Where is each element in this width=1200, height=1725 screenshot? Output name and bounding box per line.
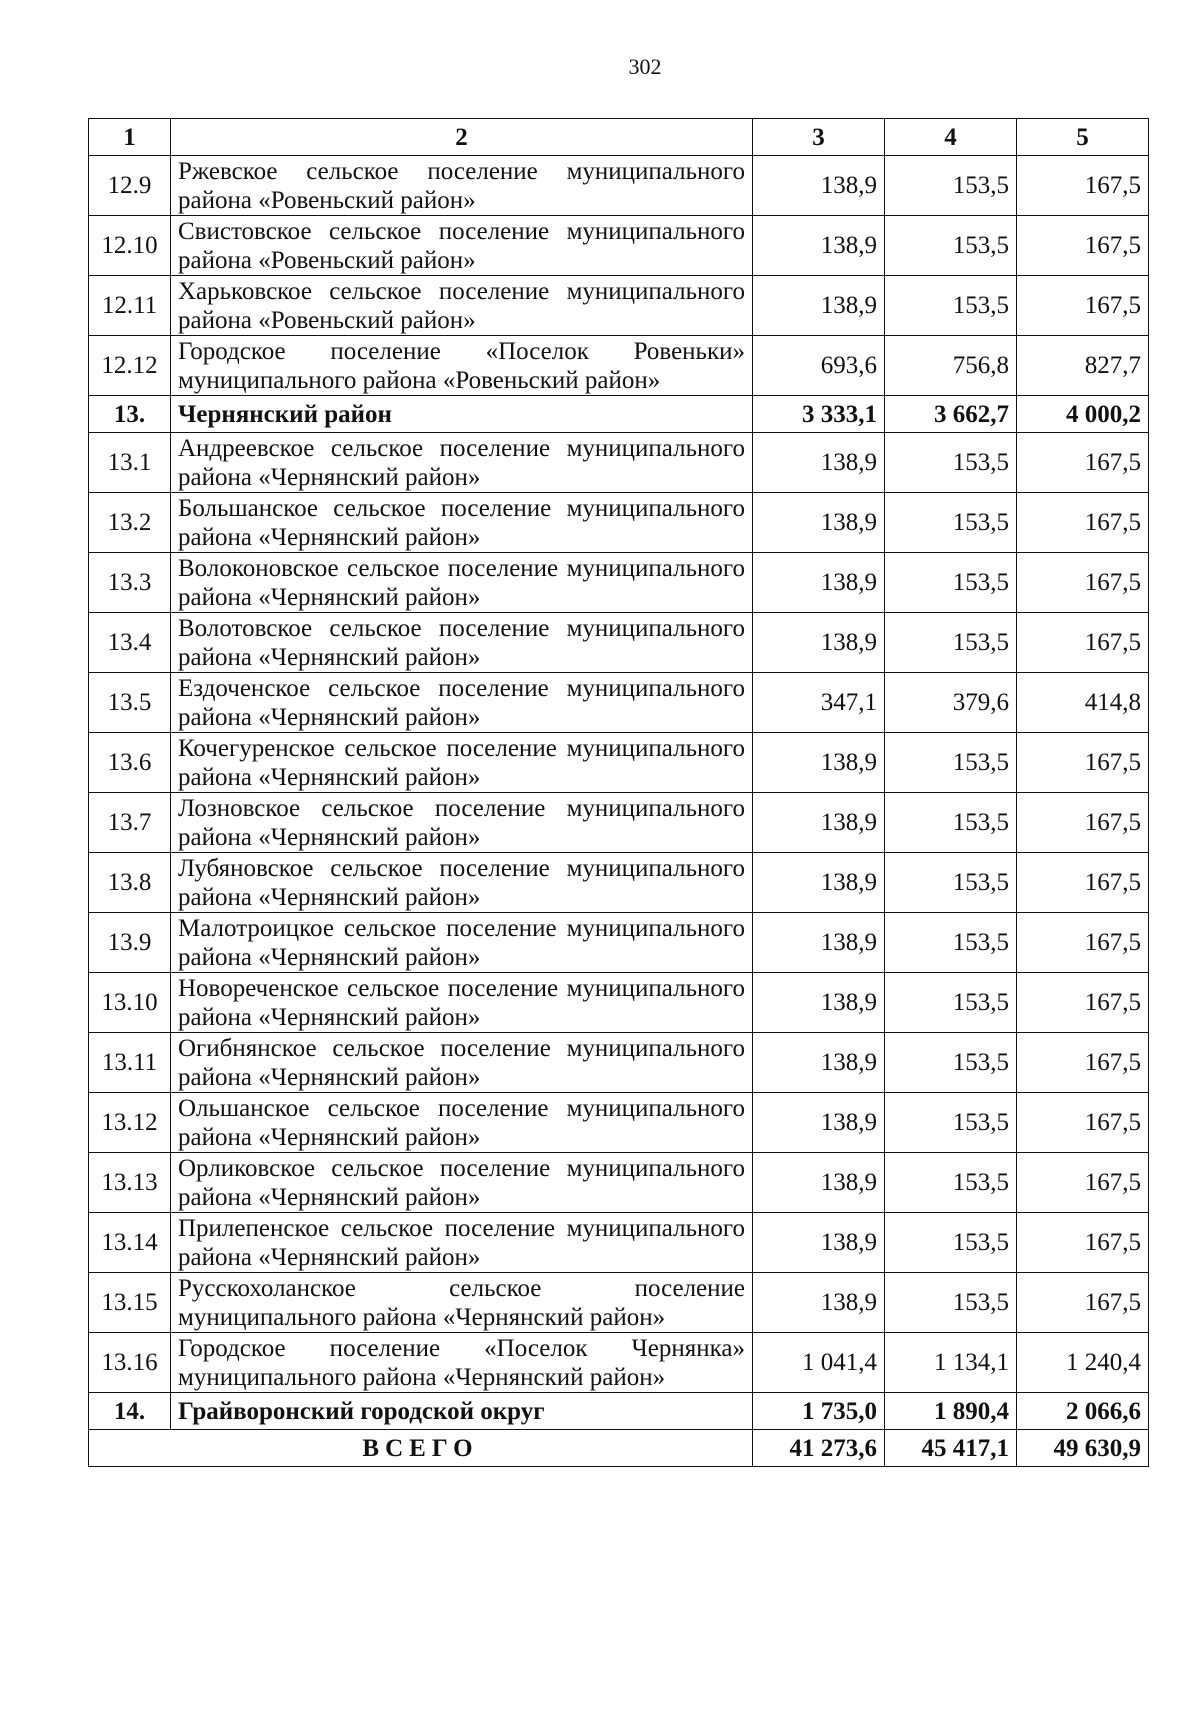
total-label: ВСЕГО [89,1430,753,1467]
row-value-col4: 153,5 [885,216,1017,276]
row-number: 12.10 [89,216,171,276]
row-number: 12.9 [89,156,171,216]
row-value-col5: 4 000,2 [1017,396,1149,433]
row-value-col3: 3 333,1 [753,396,885,433]
row-name: Кочегуренское сельское поселение муниципального района «Чернянский район» [171,733,753,793]
header-cell-4: 4 [885,119,1017,156]
row-number: 14. [89,1393,171,1430]
row-number: 13.5 [89,673,171,733]
row-value-col4: 153,5 [885,913,1017,973]
table-row [89,433,1149,493]
row-value-col5: 167,5 [1017,1273,1149,1333]
row-value-col5: 167,5 [1017,913,1149,973]
table-row [89,913,1149,973]
row-value-col4: 3 662,7 [885,396,1017,433]
row-name: Ольшанское сельское поселение муниципального района «Чернянский район» [171,1093,753,1153]
row-name: Новореченское сельское поселение муниципального района «Чернянский район» [171,973,753,1033]
row-value-col4: 153,5 [885,1273,1017,1333]
row-number: 13.4 [89,613,171,673]
row-value-col5: 1 240,4 [1017,1333,1149,1393]
row-number: 13. [89,396,171,433]
row-value-col3: 138,9 [753,853,885,913]
row-value-col5: 167,5 [1017,853,1149,913]
total-value-col3: 41 273,6 [753,1430,885,1467]
row-value-col5: 167,5 [1017,216,1149,276]
row-name: Грайворонский городской округ [171,1393,753,1430]
row-value-col3: 138,9 [753,793,885,853]
row-value-col4: 1 134,1 [885,1333,1017,1393]
table-row [89,973,1149,1033]
row-value-col3: 1 041,4 [753,1333,885,1393]
table-row [89,1393,1149,1430]
row-number: 13.16 [89,1333,171,1393]
row-value-col5: 2 066,6 [1017,1393,1149,1430]
row-value-col4: 153,5 [885,1093,1017,1153]
table-row [89,793,1149,853]
row-value-col4: 1 890,4 [885,1393,1017,1430]
row-number: 13.1 [89,433,171,493]
row-value-col3: 138,9 [753,156,885,216]
row-name: Харьковское сельское поселение муниципального района «Ровеньский район» [171,276,753,336]
row-number: 13.7 [89,793,171,853]
row-value-col3: 138,9 [753,433,885,493]
row-name: Волоконовское сельское поселение муниципального района «Чернянский район» [171,553,753,613]
row-name: Лубяновское сельское поселение муниципального района «Чернянский район» [171,853,753,913]
row-name: Большанское сельское поселение муниципального района «Чернянский район» [171,493,753,553]
row-number: 13.13 [89,1153,171,1213]
page-number: 302 [628,54,662,79]
row-name: Волотовское сельское поселение муниципального района «Чернянский район» [171,613,753,673]
row-value-col4: 153,5 [885,156,1017,216]
row-value-col4: 153,5 [885,1213,1017,1273]
row-value-col5: 167,5 [1017,1153,1149,1213]
row-value-col4: 153,5 [885,493,1017,553]
row-value-col4: 153,5 [885,613,1017,673]
row-number: 13.15 [89,1273,171,1333]
table-row [89,216,1149,276]
table-row [89,613,1149,673]
row-number: 13.11 [89,1033,171,1093]
row-name: Свистовское сельское поселение муниципального района «Ровеньский район» [171,216,753,276]
table-row [89,1273,1149,1333]
row-value-col4: 153,5 [885,1033,1017,1093]
row-value-col3: 138,9 [753,553,885,613]
table-row [89,1153,1149,1213]
row-value-col4: 153,5 [885,1153,1017,1213]
row-value-col3: 138,9 [753,973,885,1033]
row-value-col3: 693,6 [753,336,885,396]
table-row [89,733,1149,793]
allocation-table [88,118,1149,1467]
row-value-col5: 167,5 [1017,493,1149,553]
row-name: Городское поселение «Поселок Ровеньки» муниципального района «Ровеньский район» [171,336,753,396]
table-row [89,1333,1149,1393]
row-name: Андреевское сельское поселение муниципального района «Чернянский район» [171,433,753,493]
table-row [89,553,1149,613]
row-value-col3: 347,1 [753,673,885,733]
row-value-col5: 167,5 [1017,1093,1149,1153]
table-row [89,156,1149,216]
row-value-col4: 153,5 [885,793,1017,853]
table-row [89,276,1149,336]
row-value-col3: 138,9 [753,913,885,973]
row-name: Прилепенское сельское поселение муниципального района «Чернянский район» [171,1213,753,1273]
row-value-col3: 138,9 [753,1213,885,1273]
table-row [89,853,1149,913]
row-value-col5: 167,5 [1017,553,1149,613]
header-cell-1: 1 [89,119,171,156]
table-row [89,1033,1149,1093]
table-row [89,336,1149,396]
table-row [89,493,1149,553]
row-value-col3: 138,9 [753,1093,885,1153]
total-value-col4: 45 417,1 [885,1430,1017,1467]
header-cell-2: 2 [171,119,753,156]
row-name: Чернянский район [171,396,753,433]
row-value-col3: 138,9 [753,613,885,673]
row-value-col3: 138,9 [753,733,885,793]
row-number: 13.12 [89,1093,171,1153]
row-number: 12.11 [89,276,171,336]
row-number: 13.6 [89,733,171,793]
table-row [89,396,1149,433]
row-name: Ржевское сельское поселение муниципального района «Ровеньский район» [171,156,753,216]
row-value-col5: 827,7 [1017,336,1149,396]
row-value-col5: 167,5 [1017,276,1149,336]
row-value-col3: 1 735,0 [753,1393,885,1430]
row-value-col4: 153,5 [885,733,1017,793]
row-name: Огибнянское сельское поселение муниципального района «Чернянский район» [171,1033,753,1093]
row-name: Орликовское сельское поселение муниципального района «Чернянский район» [171,1153,753,1213]
table-header-row [89,119,1149,156]
row-value-col4: 153,5 [885,973,1017,1033]
row-value-col3: 138,9 [753,216,885,276]
row-value-col3: 138,9 [753,1273,885,1333]
row-value-col4: 153,5 [885,853,1017,913]
row-number: 13.14 [89,1213,171,1273]
row-number: 13.2 [89,493,171,553]
row-name: Городское поселение «Поселок Чернянка» муниципального района «Чернянский район» [171,1333,753,1393]
row-value-col5: 167,5 [1017,613,1149,673]
row-value-col5: 167,5 [1017,156,1149,216]
row-value-col4: 153,5 [885,553,1017,613]
row-value-col5: 167,5 [1017,793,1149,853]
row-value-col5: 167,5 [1017,433,1149,493]
row-number: 13.9 [89,913,171,973]
total-value-col5: 49 630,9 [1017,1430,1149,1467]
row-value-col3: 138,9 [753,1033,885,1093]
row-value-col3: 138,9 [753,493,885,553]
row-value-col3: 138,9 [753,1153,885,1213]
row-value-col4: 756,8 [885,336,1017,396]
row-value-col3: 138,9 [753,276,885,336]
header-cell-3: 3 [753,119,885,156]
row-value-col4: 153,5 [885,276,1017,336]
total-row [89,1430,1149,1467]
header-cell-5: 5 [1017,119,1149,156]
row-number: 13.3 [89,553,171,613]
table-row [89,1093,1149,1153]
row-value-col4: 153,5 [885,433,1017,493]
row-number: 13.8 [89,853,171,913]
table-row [89,673,1149,733]
table-row [89,1213,1149,1273]
row-name: Малотроицкое сельское поселение муниципального района «Чернянский район» [171,913,753,973]
row-value-col5: 167,5 [1017,733,1149,793]
row-name: Русскохоланское сельское поселение муниципального района «Чернянский район» [171,1273,753,1333]
row-name: Лозновское сельское поселение муниципального района «Чернянский район» [171,793,753,853]
row-number: 13.10 [89,973,171,1033]
row-value-col4: 379,6 [885,673,1017,733]
row-number: 12.12 [89,336,171,396]
row-value-col5: 167,5 [1017,973,1149,1033]
row-name: Ездоченское сельское поселение муниципального района «Чернянский район» [171,673,753,733]
row-value-col5: 414,8 [1017,673,1149,733]
row-value-col5: 167,5 [1017,1213,1149,1273]
row-value-col5: 167,5 [1017,1033,1149,1093]
